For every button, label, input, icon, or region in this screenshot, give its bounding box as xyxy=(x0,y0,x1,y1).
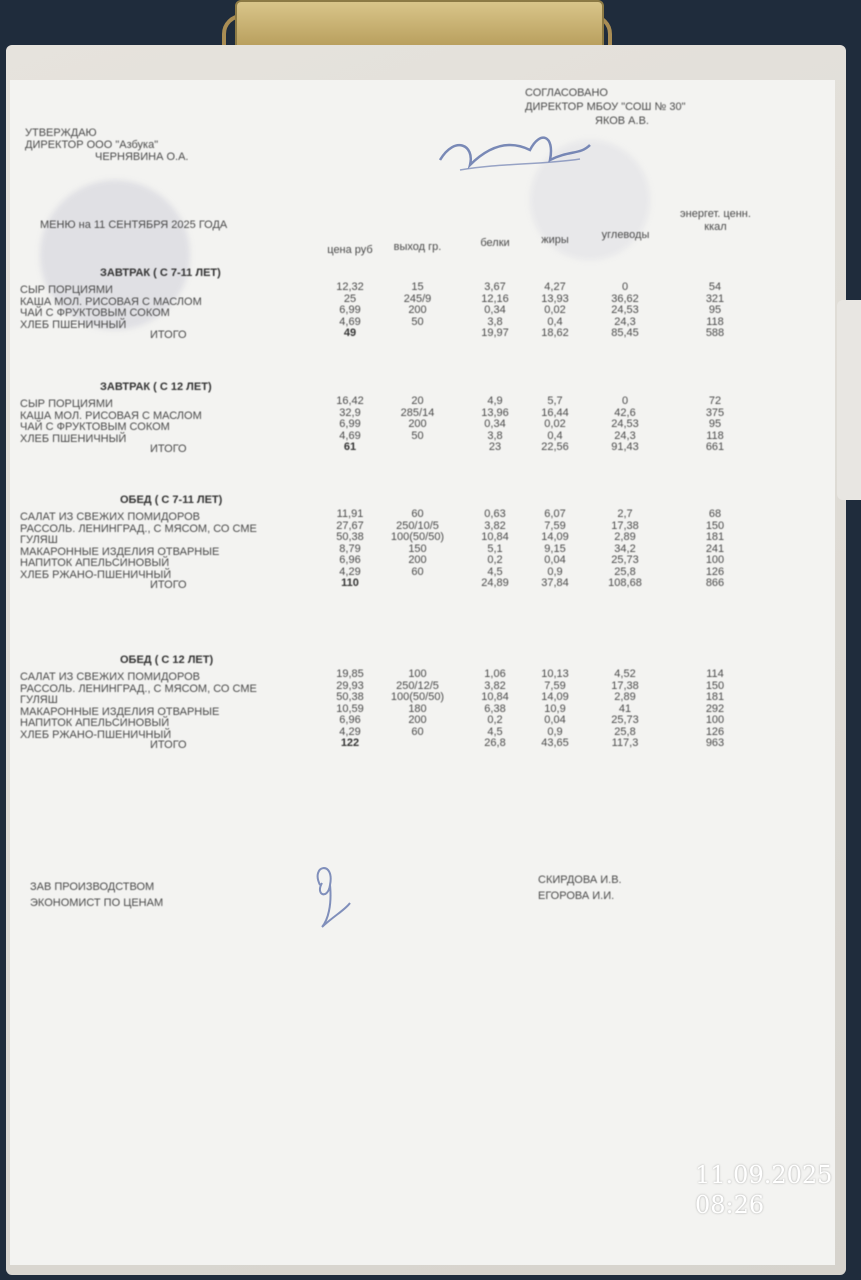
cell-energy: 375 xyxy=(705,406,725,419)
dish-name: ЧАЙ С ФРУКТОВЫМ СОКОМ xyxy=(20,421,170,433)
cell-carbs: 36,62 xyxy=(611,292,639,305)
approve-name: ЧЕРНЯВИНА О.А. xyxy=(95,151,189,163)
cell-energy: 54 xyxy=(708,281,722,293)
cell-energy: 118 xyxy=(706,315,724,328)
section-title: ЗАВТРАК ( С 12 ЛЕТ) xyxy=(100,381,212,393)
cell-carbs: 0 xyxy=(621,281,629,293)
dish-name: МАКАРОННЫЕ ИЗДЕЛИЯ ОТВАРНЫЕ xyxy=(20,705,220,718)
dish-name: ХЛЕБ РЖАНО-ПШЕНИЧНЫЙ xyxy=(20,728,172,741)
total-protein: 19,97 xyxy=(481,327,509,339)
dish-name: САЛАТ ИЗ СВЕЖИХ ПОМИДОРОВ xyxy=(20,511,200,523)
cell-yield: 200 xyxy=(408,554,427,566)
cell-price: 16,42 xyxy=(336,395,364,407)
cell-fat: 14,09 xyxy=(541,531,569,543)
cell-protein: 13,96 xyxy=(481,406,509,419)
cell-yield: 150 xyxy=(408,542,427,555)
cell-price: 50,38 xyxy=(336,691,364,703)
section-title: ОБЕД ( С 12 ЛЕТ) xyxy=(120,654,214,666)
dish-name: ЧАЙ С ФРУКТОВЫМ СОКОМ xyxy=(20,307,170,319)
agreed-heading: СОГЛАСОВАНО xyxy=(525,87,608,99)
cell-protein: 12,16 xyxy=(481,292,509,305)
dish-name: СЫР ПОРЦИЯМИ xyxy=(20,398,113,410)
cell-yield: 200 xyxy=(408,418,427,430)
dish-name: НАПИТОК АПЕЛЬСИНОВЫЙ xyxy=(20,717,170,729)
cell-energy: 95 xyxy=(708,304,722,316)
cell-protein: 0,34 xyxy=(484,418,506,430)
agreed-position: ДИРЕКТОР МБОУ "СОШ № 30" xyxy=(525,101,686,113)
total-energy: 963 xyxy=(705,737,725,749)
cell-protein: 3,8 xyxy=(487,315,503,328)
cell-energy: 150 xyxy=(705,519,725,532)
agreed-name: ЯКОВ А.В. xyxy=(595,115,649,127)
dish-name: КАША МОЛ. РИСОВАЯ С МАСЛОМ xyxy=(20,295,202,308)
cell-protein: 3,82 xyxy=(484,519,506,532)
cell-protein: 4,5 xyxy=(487,725,503,738)
cell-fat: 5,7 xyxy=(547,395,563,407)
total-energy: 866 xyxy=(705,577,725,589)
cell-price: 6,99 xyxy=(339,418,361,430)
footer-left-role-2: ЭКОНОМИСТ ПО ЦЕНАМ xyxy=(30,897,164,909)
cell-carbs: 34,2 xyxy=(614,542,636,555)
dish-name: РАССОЛЬ. ЛЕНИНГРАД., С МЯСОМ, СО СМЕ xyxy=(20,522,257,535)
cell-price: 11,91 xyxy=(336,508,364,520)
cell-carbs: 24,53 xyxy=(611,304,639,316)
cell-protein: 0,34 xyxy=(484,304,506,316)
cell-carbs: 17,38 xyxy=(611,679,639,692)
cell-fat: 0,9 xyxy=(547,725,563,738)
cell-fat: 0,04 xyxy=(544,714,566,726)
dish-name: СЫР ПОРЦИЯМИ xyxy=(20,284,113,296)
cell-price: 6,96 xyxy=(339,714,361,726)
cell-fat: 7,59 xyxy=(544,679,566,692)
cell-protein: 0,2 xyxy=(487,714,503,726)
cell-yield: 250/10/5 xyxy=(396,519,439,532)
total-protein: 23 xyxy=(488,441,502,453)
dish-name: НАПИТОК АПЕЛЬСИНОВЫЙ xyxy=(20,557,170,569)
cell-energy: 181 xyxy=(705,691,725,703)
cell-energy: 150 xyxy=(705,679,725,692)
cell-fat: 7,59 xyxy=(544,519,566,532)
cell-price: 4,29 xyxy=(339,565,361,578)
total-carbs: 117,3 xyxy=(611,737,639,749)
cell-energy: 114 xyxy=(706,668,724,680)
cell-price: 4,69 xyxy=(339,315,361,328)
dish-name: МАКАРОННЫЕ ИЗДЕЛИЯ ОТВАРНЫЕ xyxy=(20,545,220,558)
cell-protein: 4,9 xyxy=(487,395,503,407)
cell-protein: 0,2 xyxy=(487,554,503,566)
cell-fat: 16,44 xyxy=(541,406,569,419)
dish-name: ХЛЕБ РЖАНО-ПШЕНИЧНЫЙ xyxy=(20,568,172,581)
total-fat: 22,56 xyxy=(541,441,569,453)
total-energy: 661 xyxy=(705,441,725,453)
total-price: 61 xyxy=(343,441,357,453)
total-fat: 37,84 xyxy=(541,577,569,589)
cell-price: 10,59 xyxy=(336,702,364,715)
cell-carbs: 24,53 xyxy=(611,418,639,430)
cell-protein: 10,84 xyxy=(481,691,509,703)
cell-yield: 180 xyxy=(408,702,427,715)
total-price: 110 xyxy=(341,577,359,589)
production-signature xyxy=(300,855,360,935)
col-carbs-header: углеводы xyxy=(601,229,650,241)
cell-yield: 50 xyxy=(411,315,424,328)
cell-fat: 0,9 xyxy=(547,565,563,578)
cell-price: 12,32 xyxy=(336,281,364,293)
cell-carbs: 42,6 xyxy=(614,406,636,419)
cell-fat: 6,07 xyxy=(544,508,566,520)
footer-left-role-1: ЗАВ ПРОИЗВОДСТВОМ xyxy=(30,881,155,893)
cell-fat: 4,27 xyxy=(544,281,566,293)
total-label: ИТОГО xyxy=(150,739,187,751)
cell-yield: 15 xyxy=(411,281,424,293)
cell-energy: 95 xyxy=(708,418,722,430)
cell-price: 4,29 xyxy=(339,725,361,738)
cell-protein: 0,63 xyxy=(484,508,506,520)
cell-fat: 13,93 xyxy=(541,292,569,305)
cell-energy: 72 xyxy=(708,395,722,407)
cell-yield: 100(50/50) xyxy=(390,691,445,703)
cell-yield: 200 xyxy=(408,714,427,726)
col-fat-header: жиры xyxy=(541,234,569,246)
cell-fat: 10,13 xyxy=(541,668,569,680)
sleeve-tab xyxy=(837,300,861,500)
dish-name: РАССОЛЬ. ЛЕНИНГРАД., С МЯСОМ, СО СМЕ xyxy=(20,682,257,695)
cell-energy: 68 xyxy=(708,508,722,520)
cell-protein: 3,8 xyxy=(487,429,503,442)
col-energy-header: энергет. ценн. ккал xyxy=(680,208,751,233)
cell-energy: 321 xyxy=(705,292,725,305)
cell-fat: 0,4 xyxy=(547,429,563,442)
cell-energy: 241 xyxy=(705,542,725,555)
cell-carbs: 0 xyxy=(621,395,629,407)
cell-fat: 14,09 xyxy=(541,691,569,703)
total-price: 49 xyxy=(343,327,357,339)
cell-price: 8,79 xyxy=(339,542,361,555)
cell-carbs: 2,89 xyxy=(614,691,636,703)
cell-fat: 0,02 xyxy=(544,418,566,430)
cell-price: 50,38 xyxy=(336,531,364,543)
total-fat: 18,62 xyxy=(541,327,569,339)
cell-carbs: 2,7 xyxy=(617,508,633,520)
total-label: ИТОГО xyxy=(150,329,187,341)
timestamp-date: 11.09.2025 xyxy=(695,1161,833,1189)
col-yield-header: выход гр. xyxy=(393,241,442,253)
cell-yield: 60 xyxy=(411,725,424,738)
dish-name: КАША МОЛ. РИСОВАЯ С МАСЛОМ xyxy=(20,409,202,422)
cell-yield: 200 xyxy=(408,304,427,316)
total-label: ИТОГО xyxy=(150,443,187,455)
approve-heading: УТВЕРЖДАЮ xyxy=(25,127,97,139)
cell-fat: 10,9 xyxy=(544,702,566,715)
footer-right-name-2: ЕГОРОВА И.И. xyxy=(538,890,615,902)
cell-price: 4,69 xyxy=(339,429,361,442)
cell-energy: 118 xyxy=(706,429,724,442)
cell-yield: 50 xyxy=(411,429,424,442)
total-carbs: 85,45 xyxy=(611,327,639,339)
total-energy: 588 xyxy=(705,327,725,339)
cell-protein: 3,82 xyxy=(484,679,506,692)
cell-price: 19,85 xyxy=(336,668,364,680)
cell-protein: 6,38 xyxy=(484,702,506,715)
total-carbs: 91,43 xyxy=(611,441,639,453)
dish-name: ХЛЕБ ПШЕНИЧНЫЙ xyxy=(20,318,127,331)
cell-carbs: 25,73 xyxy=(611,714,639,726)
cell-carbs: 17,38 xyxy=(611,519,639,532)
total-price: 122 xyxy=(340,737,360,749)
cell-yield: 20 xyxy=(411,395,424,407)
cell-energy: 100 xyxy=(705,714,725,726)
section-title: ЗАВТРАК ( С 7-11 ЛЕТ) xyxy=(100,267,221,279)
cell-fat: 0,4 xyxy=(547,315,563,328)
timestamp-time: 08:26 xyxy=(695,1191,765,1219)
cell-yield: 245/9 xyxy=(403,292,432,305)
cell-energy: 126 xyxy=(705,725,725,738)
total-protein: 24,89 xyxy=(481,577,509,589)
cell-carbs: 41 xyxy=(618,702,632,715)
cell-energy: 292 xyxy=(705,702,725,715)
approve-position: ДИРЕКТОР ООО "Азбука" xyxy=(25,139,159,151)
dish-name: ХЛЕБ ПШЕНИЧНЫЙ xyxy=(20,432,127,445)
cell-protein: 5,1 xyxy=(487,542,503,555)
cell-energy: 126 xyxy=(705,565,725,578)
menu-sheet xyxy=(10,80,835,1265)
cell-fat: 0,04 xyxy=(544,554,566,566)
cell-price: 32,9 xyxy=(339,406,361,419)
total-protein: 26,8 xyxy=(484,737,506,749)
dish-name: САЛАТ ИЗ СВЕЖИХ ПОМИДОРОВ xyxy=(20,671,200,683)
cell-yield: 100 xyxy=(408,668,427,680)
cell-price: 6,96 xyxy=(339,554,361,566)
cell-price: 29,93 xyxy=(336,679,364,692)
cell-carbs: 2,89 xyxy=(614,531,636,543)
cell-yield: 60 xyxy=(411,565,424,578)
section-title: ОБЕД ( С 7-11 ЛЕТ) xyxy=(120,494,223,506)
director-signature xyxy=(430,115,600,195)
cell-price: 25 xyxy=(343,292,357,305)
cell-protein: 3,67 xyxy=(484,281,506,293)
footer-right-name-1: СКИРДОВА И.В. xyxy=(538,874,622,886)
cell-energy: 181 xyxy=(705,531,725,543)
total-label: ИТОГО xyxy=(150,579,187,591)
cell-carbs: 24,3 xyxy=(614,315,636,328)
total-fat: 43,65 xyxy=(541,737,569,749)
cell-carbs: 25,73 xyxy=(611,554,639,566)
cell-energy: 100 xyxy=(705,554,725,566)
cell-protein: 10,84 xyxy=(481,531,509,543)
cell-yield: 60 xyxy=(411,508,424,520)
dish-name: ГУЛЯШ xyxy=(20,534,58,546)
menu-title: МЕНЮ на 11 СЕНТЯБРЯ 2025 ГОДА xyxy=(40,219,228,231)
cell-yield: 100(50/50) xyxy=(390,531,445,543)
cell-carbs: 25,8 xyxy=(614,725,636,738)
cell-carbs: 4,52 xyxy=(614,668,636,680)
cell-price: 6,99 xyxy=(339,304,361,316)
dish-name: ГУЛЯШ xyxy=(20,694,58,706)
cell-price: 27,67 xyxy=(336,519,364,532)
cell-yield: 250/12/5 xyxy=(396,679,439,692)
col-protein-header: белки xyxy=(480,237,510,249)
cell-carbs: 24,3 xyxy=(614,429,636,442)
cell-protein: 4,5 xyxy=(487,565,503,578)
cell-protein: 1,06 xyxy=(484,668,506,680)
photo-timestamp xyxy=(695,1160,832,1220)
cell-fat: 9,15 xyxy=(544,542,566,555)
cell-carbs: 25,8 xyxy=(614,565,636,578)
total-carbs: 108,68 xyxy=(608,577,642,589)
col-price-header: цена руб xyxy=(327,244,373,256)
cell-yield: 285/14 xyxy=(400,406,435,419)
cell-fat: 0,02 xyxy=(544,304,566,316)
